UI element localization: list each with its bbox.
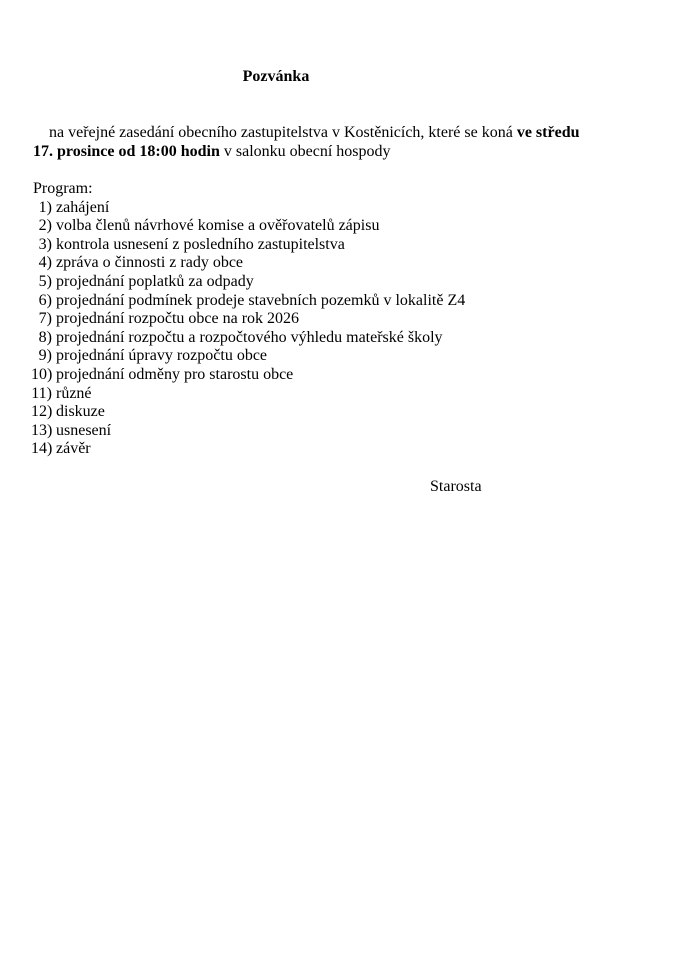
item-number: 2) — [38, 217, 52, 235]
program-label: Program: — [33, 179, 93, 197]
intro-line2-bold: 17. prosince od 18:00 hodin — [33, 142, 220, 160]
item-label: volba členů návrhové komise a ověřovatelů zápisu — [56, 217, 380, 235]
item-label: diskuze — [56, 403, 105, 421]
signature-line: Starosta — [430, 477, 482, 495]
item-label: kontrola usnesení z posledního zastupitelstva — [56, 235, 345, 253]
program-item-12 — [31, 403, 649, 422]
document-title: Pozvánka — [242, 68, 310, 85]
item-label: různé — [56, 384, 92, 402]
program-item-5 — [31, 273, 649, 292]
program-item-4 — [31, 254, 649, 273]
program-item-8 — [31, 329, 649, 348]
item-label: projednání rozpočtu obce na rok 2026 — [56, 310, 300, 328]
item-label: projednání rozpočtu a rozpočtového výhledu mateřské školy — [56, 328, 443, 346]
item-number: 3) — [38, 235, 52, 253]
intro-line2-regular: v salonku obecní hospody — [219, 142, 391, 160]
item-label: projednání odměny pro starostu obce — [56, 365, 294, 383]
item-number: 13) — [31, 421, 53, 439]
program-item-6 — [31, 292, 649, 311]
program-item-14 — [31, 440, 649, 459]
item-number: 7) — [38, 310, 52, 328]
item-number: 10) — [31, 365, 53, 383]
item-label: projednání úpravy rozpočtu obce — [56, 347, 268, 365]
program-list — [31, 199, 649, 459]
item-label: usnesení — [56, 421, 112, 439]
item-label: zahájení — [56, 198, 110, 216]
item-number: 5) — [38, 272, 52, 290]
program-item-11 — [31, 385, 649, 404]
item-number: 14) — [31, 440, 53, 458]
intro-line1-bold: ve středu — [516, 124, 580, 142]
program-item-2 — [31, 217, 649, 236]
program-item-10 — [31, 366, 649, 385]
program-item-13 — [31, 422, 649, 441]
item-number: 1) — [38, 198, 52, 216]
program-item-9 — [31, 347, 649, 366]
item-label: závěr — [56, 440, 91, 458]
intro-line1-regular: na veřejné zasedání obecního zastupitelstva v Kostěnicích, které se koná — [49, 124, 517, 142]
item-number: 11) — [31, 384, 52, 402]
item-number: 12) — [31, 403, 53, 421]
program-item-1 — [31, 199, 649, 218]
intro-paragraph — [33, 106, 649, 180]
item-label: zpráva o činnosti z rady obce — [56, 254, 244, 272]
item-label: projednání podmínek prodeje stavebních pozemků v lokalitě Z4 — [56, 291, 466, 309]
program-item-7 — [31, 310, 649, 329]
program-item-3 — [31, 236, 649, 255]
item-label: projednání poplatků za odpady — [56, 272, 254, 290]
item-number: 4) — [38, 254, 52, 272]
item-number: 6) — [38, 291, 52, 309]
item-number: 8) — [38, 328, 52, 346]
item-number: 9) — [38, 347, 52, 365]
